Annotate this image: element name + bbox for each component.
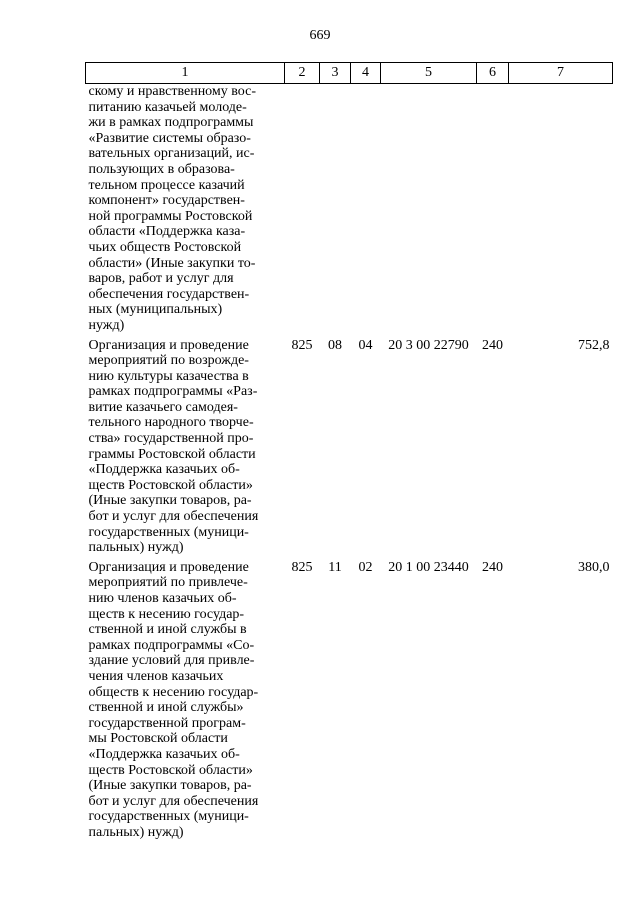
description-line: мероприятий по возрожде- bbox=[88, 353, 249, 369]
description-line: ществ Ростовской области» bbox=[88, 477, 253, 493]
description-line: граммы Ростовской области bbox=[88, 446, 256, 462]
description-line: государственной програм- bbox=[88, 715, 246, 731]
amount: 752,8 bbox=[578, 337, 610, 353]
page-number: 669 bbox=[309, 28, 331, 43]
description-line: рамках подпрограммы «Со- bbox=[88, 637, 255, 653]
column-header-6: 6 bbox=[477, 63, 509, 84]
description-line: ственной и иной службы» bbox=[88, 700, 244, 716]
column-header-3: 3 bbox=[320, 63, 351, 84]
description-line: Организация и проведение bbox=[88, 559, 249, 575]
row-description bbox=[86, 334, 285, 556]
target-article-code: 20 3 00 22790 bbox=[388, 337, 469, 353]
description-line: тельном процессе казачий bbox=[88, 177, 245, 193]
description-line: ществ к несению государ- bbox=[88, 606, 245, 622]
description-line: Организация и проведение bbox=[88, 337, 249, 353]
description-line: чьих обществ Ростовской bbox=[88, 239, 242, 255]
row-description bbox=[86, 556, 285, 841]
description-line: ных (муниципальных) bbox=[88, 302, 223, 318]
description-line: ства» государственной про- bbox=[88, 431, 254, 447]
grbs-code: 825 bbox=[291, 337, 313, 353]
description-line: ной программы Ростовской bbox=[88, 208, 253, 224]
description-line: чения членов казачьих bbox=[88, 668, 224, 684]
description-line: витие казачьего самодея- bbox=[88, 399, 238, 415]
subsection-code bbox=[351, 84, 381, 334]
column-header-1: 1 bbox=[86, 63, 285, 84]
column-header-2: 2 bbox=[285, 63, 320, 84]
expense-type-code bbox=[477, 84, 509, 334]
description-line: нию членов казачьих об- bbox=[88, 591, 237, 606]
description-line: жи в рамках подпрограммы bbox=[88, 115, 254, 131]
description-line: (Иные закупки товаров, ра- bbox=[88, 493, 252, 509]
table-row bbox=[86, 84, 613, 334]
description-line: здание условий для привле- bbox=[88, 653, 255, 669]
description-line: нужд) bbox=[88, 317, 125, 333]
subsection-code: 04 bbox=[358, 337, 373, 353]
description-line: мы Ростовской области bbox=[88, 731, 228, 747]
description-line: области «Поддержка каза- bbox=[88, 224, 246, 240]
column-header-5: 5 bbox=[381, 63, 477, 84]
section-code bbox=[320, 84, 351, 334]
expense-type-code: 240 bbox=[482, 559, 503, 575]
grbs-code: 825 bbox=[291, 559, 313, 575]
description-line: (Иные закупки товаров, ра- bbox=[88, 778, 252, 794]
column-header-4: 4 bbox=[351, 63, 381, 84]
description-line: обществ к несению государ- bbox=[88, 684, 259, 700]
description-line: варов, работ и услуг для bbox=[88, 271, 234, 287]
section-code: 11 bbox=[328, 559, 342, 575]
row-description bbox=[86, 84, 285, 334]
description-line: тельного народного творче- bbox=[88, 415, 254, 431]
description-line: ственной и иной службы в bbox=[88, 622, 247, 638]
description-line: «Поддержка казачьих об- bbox=[88, 746, 240, 762]
description-line: компонент» государствен- bbox=[88, 193, 245, 209]
grbs-code bbox=[285, 84, 320, 334]
amount bbox=[509, 84, 613, 334]
amount: 380,0 bbox=[578, 559, 610, 575]
expense-type-code: 240 bbox=[482, 337, 503, 353]
description-line: пальных) нужд) bbox=[88, 824, 184, 840]
description-line: вательных организаций, ис- bbox=[88, 146, 255, 162]
description-line: обеспечения государствен- bbox=[88, 286, 250, 302]
target-article-code: 20 1 00 23440 bbox=[388, 559, 469, 575]
column-number-header-row bbox=[86, 63, 613, 84]
description-line: пальных) нужд) bbox=[88, 540, 184, 556]
column-header-7: 7 bbox=[509, 63, 613, 84]
target-article-code bbox=[381, 84, 477, 334]
description-line: рамках подпрограммы «Раз- bbox=[88, 384, 258, 400]
table-row bbox=[86, 334, 613, 556]
description-line: пользующих в образова- bbox=[88, 161, 235, 177]
description-line: нию культуры казачества в bbox=[88, 368, 249, 384]
budget-table bbox=[85, 62, 613, 841]
description-line: государственных (муници- bbox=[88, 809, 249, 825]
description-line: области» (Иные закупки то- bbox=[88, 255, 256, 271]
section-code: 08 bbox=[328, 337, 342, 353]
description-line: ществ Ростовской области» bbox=[88, 762, 253, 778]
description-line: государственных (муници- bbox=[88, 524, 249, 540]
description-line: «Развитие системы образо- bbox=[88, 130, 251, 146]
table-row bbox=[86, 556, 613, 841]
description-line: скому и нравственному вос- bbox=[88, 84, 257, 99]
description-line: мероприятий по привлече- bbox=[88, 575, 248, 591]
description-line: «Поддержка казачьих об- bbox=[88, 462, 240, 478]
description-line: бот и услуг для обеспечения bbox=[88, 509, 259, 525]
subsection-code: 02 bbox=[358, 559, 373, 575]
description-line: питанию казачьей молоде- bbox=[88, 99, 247, 115]
description-line: бот и услуг для обеспечения bbox=[88, 793, 259, 809]
